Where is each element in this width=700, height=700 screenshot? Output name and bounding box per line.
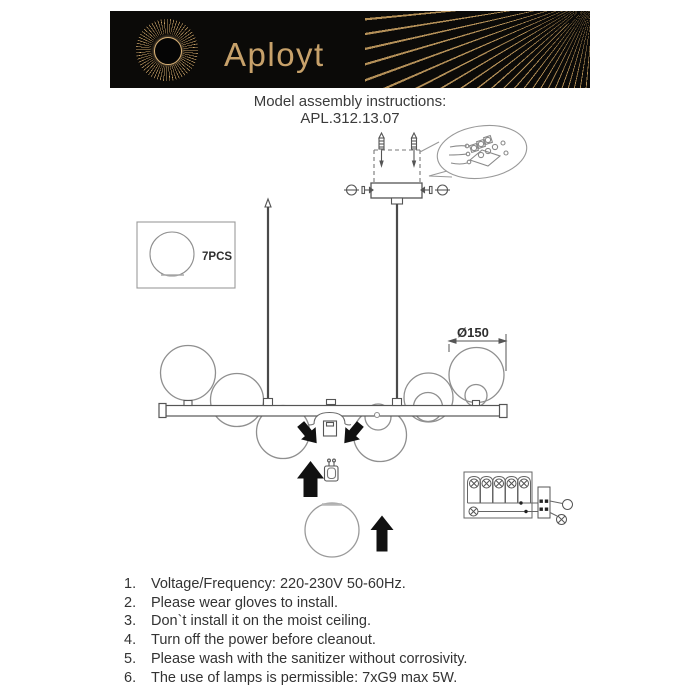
wiring-lamps-row [468,477,531,504]
glass-sphere-6 [449,348,504,403]
instructions-list [124,575,604,687]
instruction-text: Please wear gloves to install. [151,594,338,611]
glass-sphere-1 [161,346,216,401]
wiring-neutral-node [563,500,573,510]
wiring-lamp-bottom-left [469,507,478,516]
ceiling-mount-canopy [344,133,450,204]
model-number: APL.312.13.07 [300,110,400,127]
mounting-plate-dashed-outline [374,150,420,183]
terminal-detail-callout [420,120,530,184]
instruction-text: Don`t install it on the moist ceiling. [151,613,372,630]
instruction-number: 2. [124,594,137,611]
detached-sphere [305,503,359,557]
instruction-text: Please wash with the sanitizer without corrosivity. [151,650,468,667]
wiring-lamp-bottom-right [557,515,567,525]
instruction-item [124,631,604,650]
spare-sphere-icon [150,232,194,276]
instruction-item [124,594,604,613]
brand-name: Aployt [224,36,325,73]
parts-count-label: 7PCS [202,251,233,263]
instruction-text: Turn off the power before cleanout. [151,632,376,649]
g9-bulb-icon [325,459,339,481]
side-screw-right-icon [421,185,450,195]
instruction-item [124,575,604,594]
instruction-item [124,669,604,688]
install-up-arrow-2-icon [371,516,394,552]
instruction-number: 1. [124,576,137,592]
instruction-item [124,612,604,631]
glass-sphere-2 [211,374,264,427]
dimension-label: Ø150 [457,325,489,340]
page-title: Model assembly instructions: [253,93,447,110]
wiring-diagram [464,472,573,525]
instruction-number: 3. [124,613,137,630]
cord-grip [392,198,403,204]
instruction-text: The use of lamps is permissible: 7xG9 max 5W. [151,669,458,686]
side-screw-left-icon [344,185,373,195]
instruction-number: 4. [124,632,137,649]
suspension-rod-left [265,199,271,399]
instruction-number: 6. [124,669,137,686]
terminal-block-sketch [449,136,508,166]
instruction-number: 5. [124,650,137,667]
instruction-item [124,650,604,669]
canopy-body [371,183,422,198]
instruction-text: Voltage/Frequency: 220-230V 50-60Hz. [151,576,406,592]
install-up-arrow-1-icon [297,461,324,497]
